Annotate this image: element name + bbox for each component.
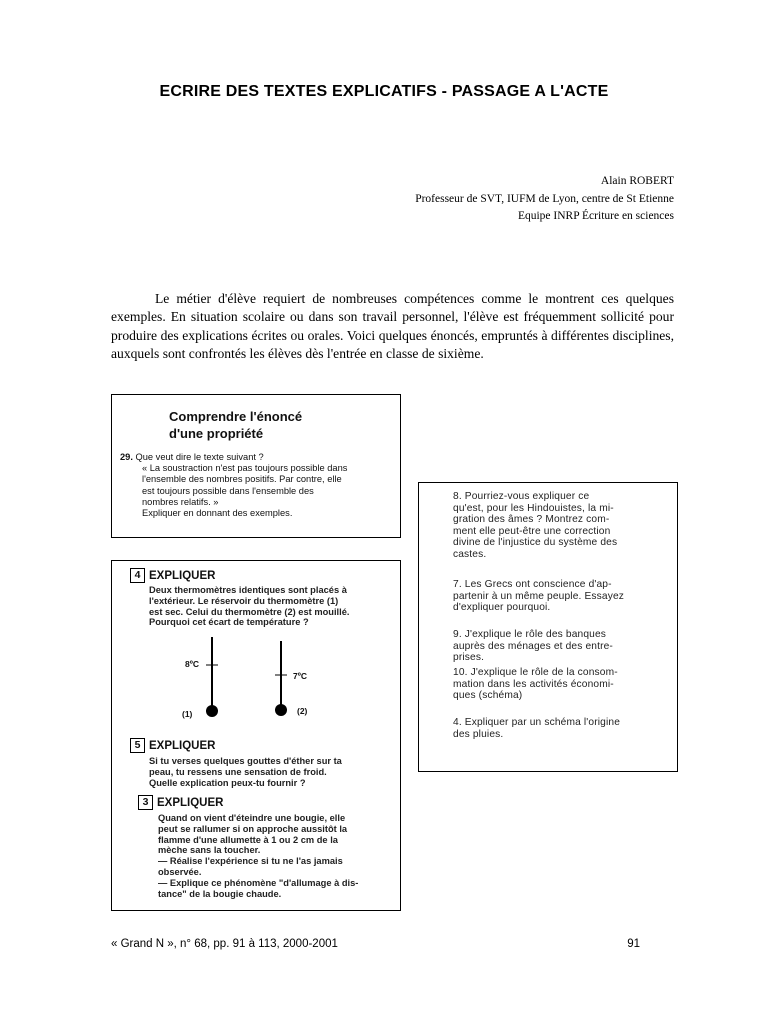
ex3-label: EXPLIQUER [157, 796, 224, 809]
thermometer-1-label: (1) [182, 709, 193, 719]
ex3-number: 3 [138, 795, 153, 810]
ex4-number: 4 [130, 568, 145, 583]
author-team: Equipe INRP Écriture en sciences [517, 210, 674, 222]
ex5-heading [130, 738, 215, 753]
exercise-box-history [418, 482, 678, 772]
ex4-label: EXPLIQUER [149, 569, 216, 582]
author-name: Alain ROBERT [600, 175, 674, 187]
author-role: Professeur de SVT, IUFM de Lyon, centre de St Etienne [415, 192, 674, 205]
thermometer-2-temp: 7ºC [293, 671, 307, 681]
question-9: 9. J'explique le rôle des banques auprès des ménages et des entre- prises. [453, 629, 613, 664]
ex3-text: Quand on vient d'éteindre une bougie, elle peut se rallumer si on approche aussitôt la flamme d'une allumette à 1 ou 2 cm de la mèche sans la toucher. — Réalise l'expérience si tu ne l'as jamais observée. — Explique ce phénomène "d'allumage à dis- tance" de la bougie chaude. [158, 813, 359, 899]
thermometer-1-temp: 8ºC [185, 659, 199, 669]
page-title: ECRIRE DES TEXTES EXPLICATIFS - PASSAGE A L'ACTE [159, 83, 609, 100]
thermometer-1-bulb [206, 705, 218, 717]
page-number: 91 [627, 938, 640, 950]
question-8: 8. Pourriez-vous expliquer ce qu'est, pour les Hindouistes, la mi- gration des âmes ? Montrez com- ment elle peut-être une correction divine de l'injustice du système des castes. [453, 491, 618, 560]
author-block [415, 173, 674, 226]
ex4-heading [130, 568, 215, 583]
question-4: 4. Expliquer par un schéma l'origine des pluies. [453, 717, 621, 740]
footer-citation: « Grand N », n° 68, pp. 91 à 113, 2000-2001 [111, 938, 338, 950]
box1-heading: Comprendre l'énoncé d'une propriété [169, 409, 303, 441]
question-7: 7. Les Grecs ont conscience d'ap- partenir à un même peuple. Essayez d'expliquer pourquoi. [453, 579, 625, 614]
thermometer-2-bulb [275, 704, 287, 716]
ex5-label: EXPLIQUER [149, 739, 216, 752]
ex3-heading [138, 795, 223, 810]
exercise-box-science [111, 560, 401, 911]
question-10: 10. J'explique le rôle de la consom- mation dans les activités économi- ques (schéma) [453, 667, 618, 702]
box1-question: 29. Que veut dire le texte suivant ? « La soustraction n'est pas toujours possible dans l'ensemble des nombres positifs. Par contre, elle est toujours possible dans l'ensemble des nombres relatifs. » Expliquer en donnant des exemples. [120, 452, 348, 519]
intro-paragraph: Le métier d'élève requiert de nombreuses compétences comme le montrent ces quelques exemples. En situation scolaire ou dans son travail personnel, l'élève est fréquemment sollicité pour produire des explications écrites ou orales. Voici quelques énoncés, empruntés à différentes disciplines, auxquels sont confrontés les élèves dès l'entrée en classe de sixième. [111, 291, 674, 361]
thermometers-diagram [172, 633, 332, 723]
ex5-text: Si tu verses quelques gouttes d'éther sur ta peau, tu ressens une sensation de froid. Quelle explication peux-tu fournir ? [149, 756, 342, 788]
thermometer-2-label: (2) [297, 706, 308, 716]
exercise-box-math [111, 394, 401, 538]
ex5-number: 5 [130, 738, 145, 753]
ex4-text: Deux thermomètres identiques sont placés à l'extérieur. Le réservoir du thermomètre (1) est sec. Celui du thermomètre (2) est mouillé. Pourquoi cet écart de température ? [149, 585, 350, 628]
